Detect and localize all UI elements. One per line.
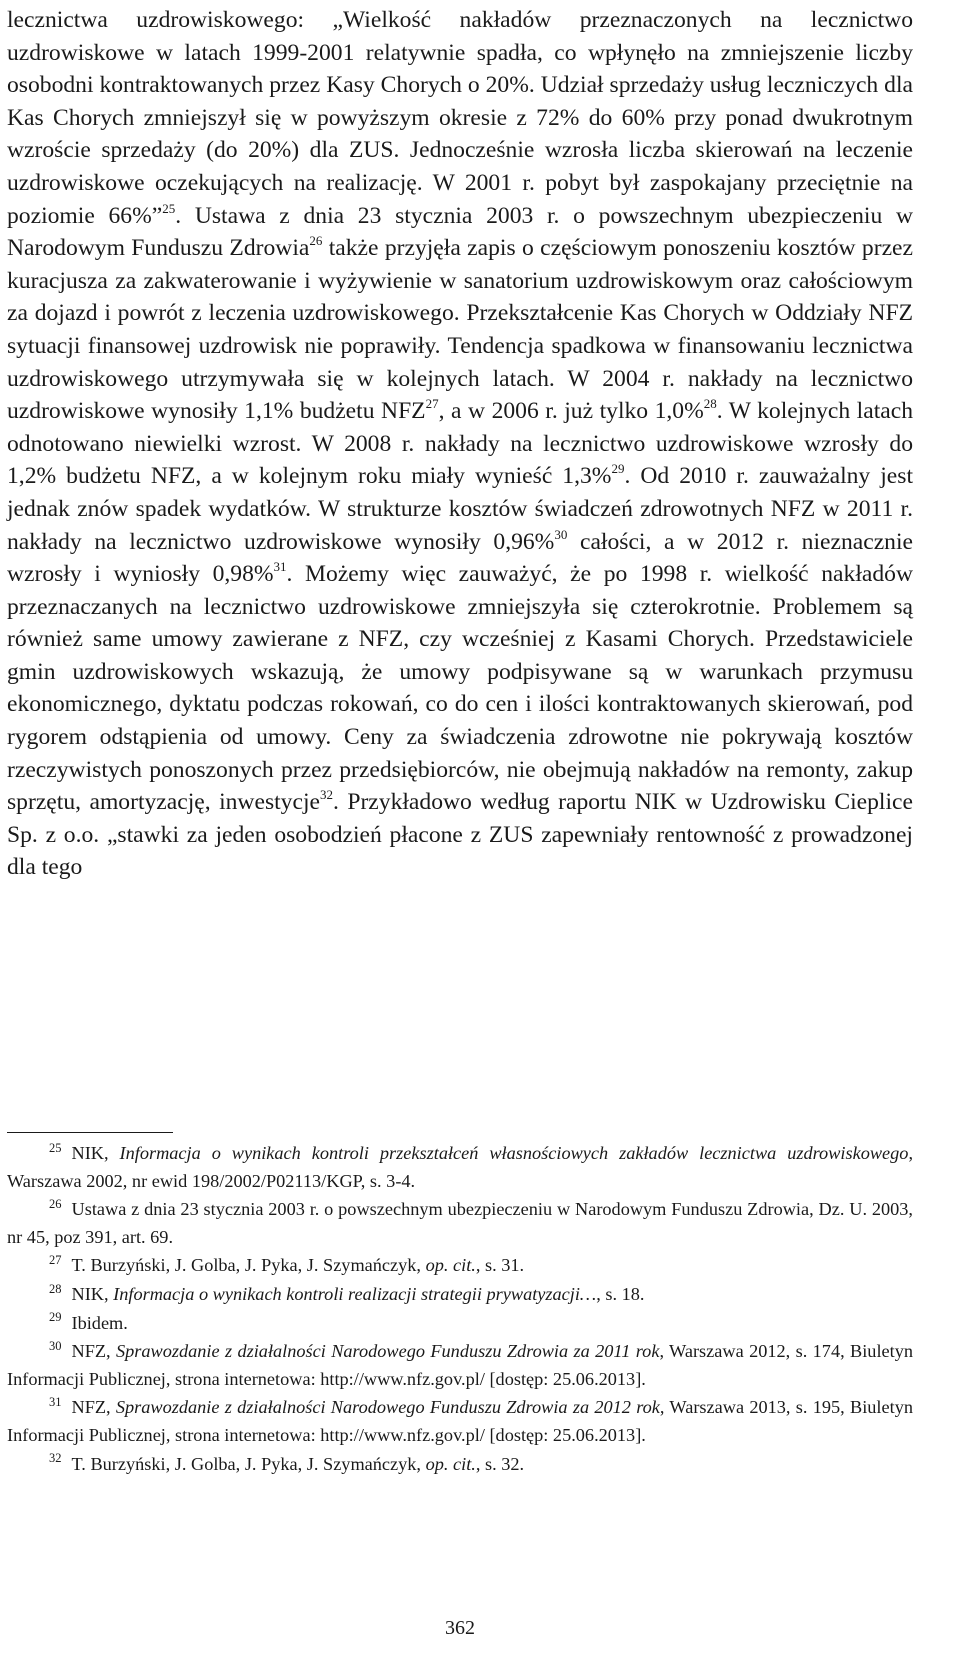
- footnote-26: [7, 1196, 913, 1251]
- footnote-text: Ustawa z dnia 23 stycznia 2003 r. o powszechnym ubezpieczeniu w Narodowym Funduszu Zdrowia, Dz. U. 2003, nr 45, poz 391, art. 69.: [7, 1199, 913, 1247]
- footnote-reference-29[interactable]: 29: [611, 461, 625, 477]
- footnote-number: 31: [49, 1395, 62, 1410]
- footnote-29: [7, 1310, 913, 1338]
- footnote-text: NFZ,: [71, 1341, 116, 1362]
- footnote-30: [7, 1338, 913, 1393]
- footnote-title: op. cit.: [425, 1453, 476, 1474]
- footnote-number: 29: [49, 1310, 62, 1325]
- footnote-title: Informacja o wynikach kontroli przekształceń własnościowych zakładów lecznictwa uzdrowiskowego: [119, 1143, 909, 1163]
- main-body-text: [7, 4, 913, 884]
- footnote-title: Sprawozdanie z działalności Narodowego Funduszu Zdrowia za 2012 rok: [115, 1397, 660, 1418]
- footnote-reference-30[interactable]: 30: [554, 526, 568, 542]
- body-text-segment: całości, a w 2012 r. nieznacznie wzrosły i wyniosły 0,98%: [7, 528, 913, 588]
- footnote-number: 26: [49, 1197, 62, 1212]
- footnote-25: [7, 1140, 913, 1195]
- footnote-title: Informacja o wynikach kontroli realizacji strategii prywatyzacji…: [113, 1283, 597, 1304]
- footnote-title: op. cit.: [425, 1255, 476, 1276]
- footnote-separator: [7, 1132, 173, 1133]
- body-text-segment: także przyjęła zapis o częściowym ponoszeniu kosztów przez kuracjusza za zakwaterowanie i wyżywienie w sanatorium uzdrowiskowym oraz całościowym za dojazd i powrót z leczenia uzdrowiskowego. Przekształcenie Kas Chorych w Oddziały NFZ sytuacji finansowej uzdrowisk nie poprawiły. Tendencja spadkowa w finansowaniu lecznictwa uzdrowiskowego utrzymywała się w kolejnych latach. W 2004 r. nakłady na lecznictwo uzdrowiskowe wynosiły 1,1% budżetu NFZ: [7, 235, 913, 425]
- footnote-32: [7, 1451, 913, 1479]
- footnote-number: 28: [49, 1281, 62, 1296]
- body-text-segment: . Od 2010 r. zauważalny jest jednak znów spadek wydatków. W strukturze kosztów świadczeń zdrowotnych NFZ w 2011 r. nakłady na lecznictwo uzdrowiskowe wynosiły 0,96%: [7, 463, 913, 555]
- footnote-28: [7, 1281, 913, 1309]
- footnote-27: [7, 1252, 913, 1280]
- footnote-text: , Warszawa 2002, nr ewid 198/2002/P02113/KGP, s. 3-4.: [7, 1143, 914, 1191]
- body-text-segment: lecznictwa uzdrowiskowego: „Wielkość nakładów przeznaczonych na lecznictwo uzdrowiskowe w latach 1999-2001 relatywnie spadła, co wpłynęło na zmniejszenie liczby osobodni kontraktowanych przez Kasy Chorych o 20%. Udział sprzedaży usług leczniczych dla Kas Chorych zmniejszył się w powyższym okresie z 72% do 60% przy ponad dwukrotnym wzroście sprzedaży (do 20%) dla ZUS. Jednocześnie wzrosła liczba skierowań na leczenie uzdrowiskowe oczekujących na realizację. W 2001 r. pobyt był zaspokajany przeciętnie na poziomie 66%”: [7, 7, 913, 229]
- page-number: 362: [445, 1617, 475, 1639]
- footnotes-section: [7, 1140, 913, 1479]
- body-text-segment: . Możemy więc zauważyć, że po 1998 r. wielkość nakładów przeznaczanych na lecznictwo uzdrowiskowe zmniejszyła się czterokrotnie. Problemem są również same umowy zawierane z NFZ, czy wcześniej z Kasami Chorych. Przedstawiciele gmin uzdrowiskowych wskazują, że umowy podpisywane są w warunkach przymusu ekonomicznego, dyktatu podczas rokowań, co do cen i ilości kontraktowanych skierowań, pod rygorem odstąpienia od umowy. Ceny za świadczenia zdrowotne nie pokrywają kosztów rzeczywistych ponoszonych przez przedsiębiorców, nie obejmują nakładów na remonty, zakup sprzętu, amortyzację, inwestycje: [7, 561, 913, 816]
- footnote-text: , Warszawa 2012, s. 174, Biuletyn Informacji Publicznej, strona internetowa: http://www.nfz.gov.pl/ [dostęp: 25.06.2013].: [7, 1341, 913, 1389]
- footnote-number: 25: [49, 1140, 62, 1155]
- body-text-segment: . W kolejnych latach odnotowano niewielki wzrost. W 2008 r. nakłady na lecznictwo uzdrowiskowe wzrosły do 1,2% budżetu NFZ, a w kolejnym roku miały wynieść 1,3%: [7, 398, 913, 490]
- footnote-text: , s. 18.: [596, 1283, 645, 1304]
- footnote-text: , s. 31.: [475, 1255, 525, 1276]
- footnote-text: NFZ,: [71, 1397, 116, 1418]
- main-paragraph: [7, 4, 913, 884]
- body-text-segment: . Przykładowo według raportu NIK w Uzdrowisku Cieplice Sp. z o.o. „stawki za jeden osobodzień płacone z ZUS zapewniały rentowność z prowadzonej dla tego: [7, 789, 913, 881]
- footnote-number: 32: [49, 1451, 62, 1466]
- footnote-reference-28[interactable]: 28: [703, 396, 717, 412]
- footnote-text: NIK,: [71, 1143, 120, 1163]
- footnote-text: T. Burzyński, J. Golba, J. Pyka, J. Szymańczyk,: [71, 1453, 426, 1474]
- footnote-31: [7, 1394, 913, 1449]
- footnote-number: 27: [49, 1253, 62, 1268]
- footnote-reference-31[interactable]: 31: [273, 559, 287, 575]
- footnote-title: Sprawozdanie z działalności Narodowego Funduszu Zdrowia za 2011 rok: [116, 1341, 660, 1362]
- footnote-number: 30: [49, 1339, 62, 1354]
- footnote-text: NIK,: [71, 1283, 114, 1304]
- footnote-text: , Warszawa 2013, s. 195, Biuletyn Informacji Publicznej, strona internetowa: http://www.nfz.gov.pl/ [dostęp: 25.06.2013].: [7, 1397, 913, 1445]
- footnote-text: T. Burzyński, J. Golba, J. Pyka, J. Szymańczyk,: [71, 1255, 426, 1276]
- body-text-segment: . Ustawa z dnia 23 stycznia 2003 r. o powszechnym ubezpieczeniu w Narodowym Funduszu Zdrowia: [7, 202, 914, 262]
- footnote-text: Ibidem.: [71, 1312, 128, 1333]
- footnote-reference-26[interactable]: 26: [309, 233, 323, 249]
- footnote-reference-27[interactable]: 27: [425, 396, 439, 412]
- footnote-reference-32[interactable]: 32: [319, 787, 333, 803]
- body-text-segment: , a w 2006 r. już tylko 1,0%: [438, 398, 704, 425]
- footnote-reference-25[interactable]: 25: [162, 200, 176, 216]
- footnote-text: , s. 32.: [475, 1453, 525, 1474]
